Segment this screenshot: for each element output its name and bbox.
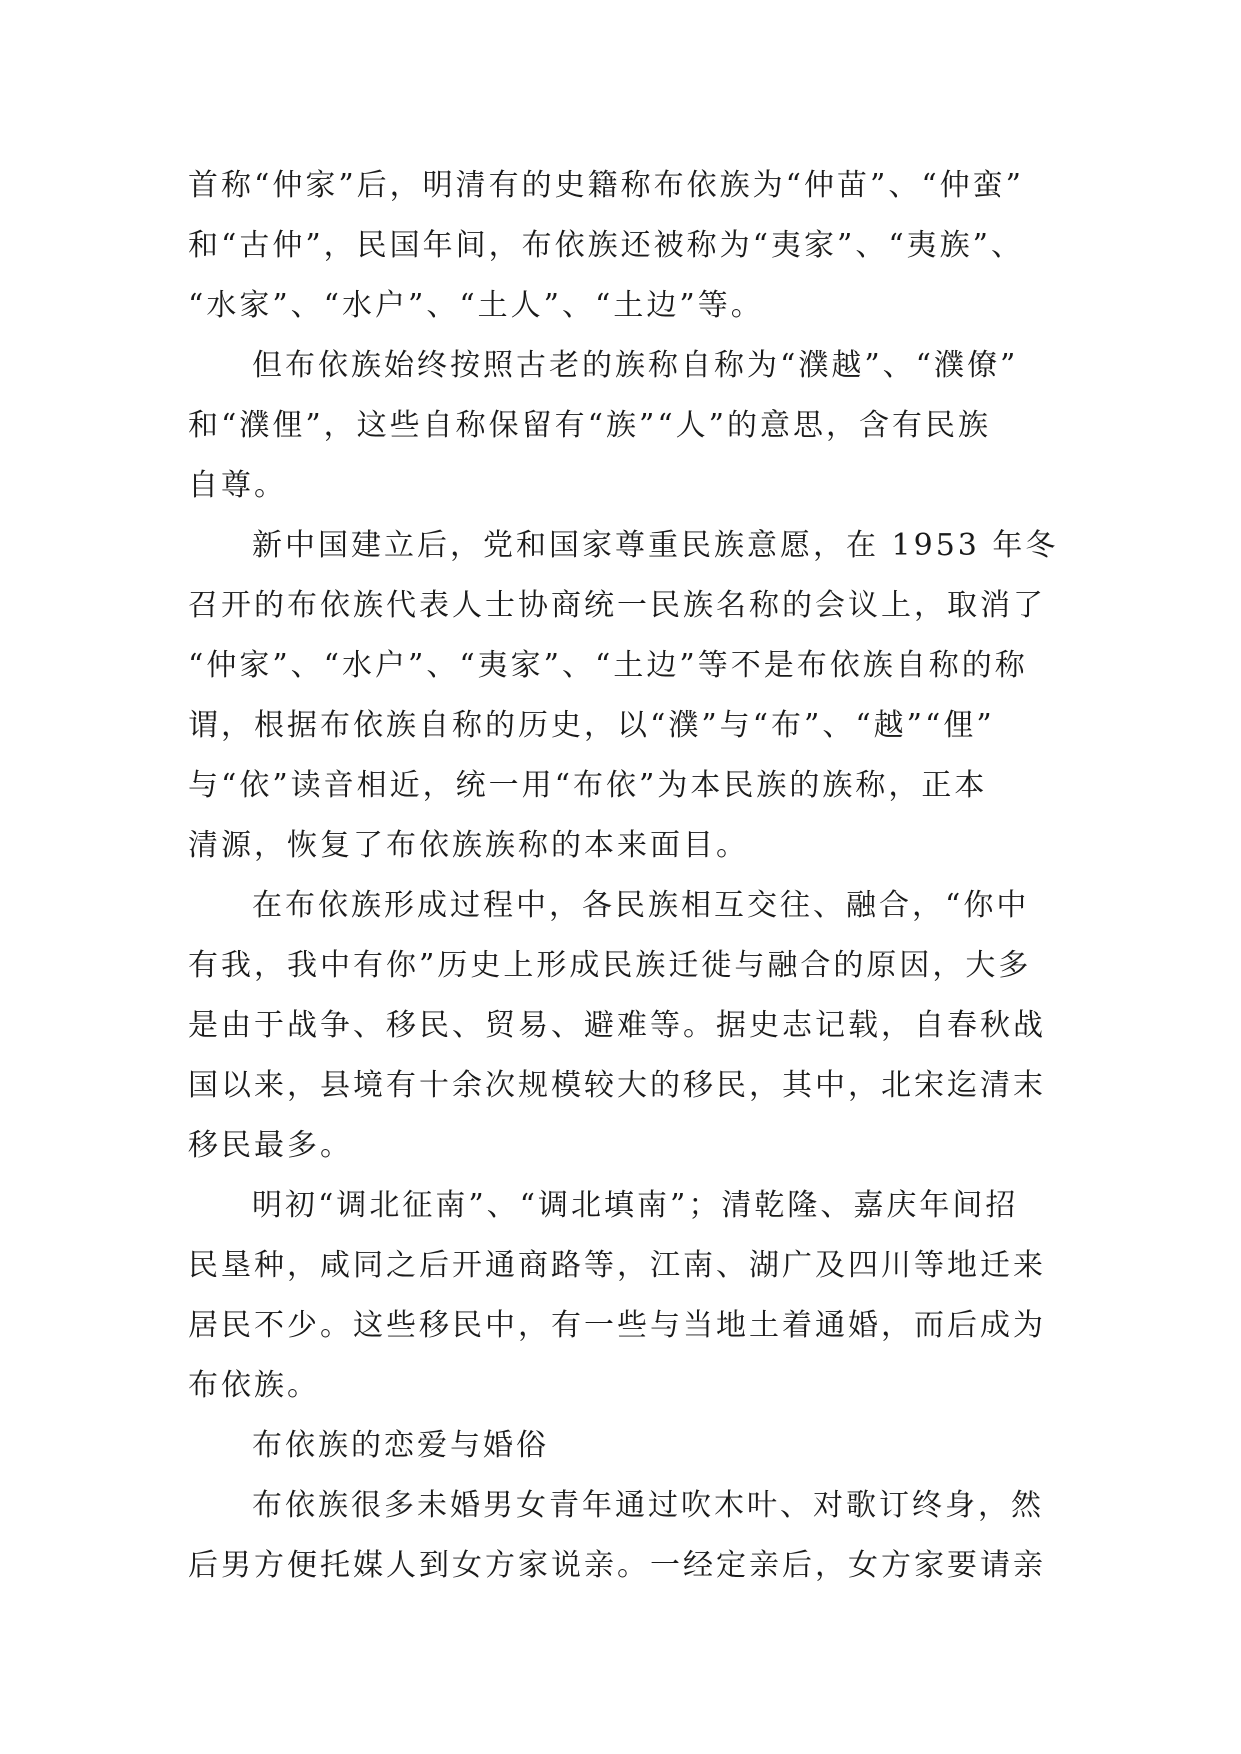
text-line: “水家”、“水户”、“土人”、“土边”等。: [188, 288, 764, 323]
text-line: 和“濮俚”，这些自称保留有“族”“人”的意思，含有民族: [188, 408, 992, 443]
paragraph: [188, 876, 1054, 1176]
text-line: 布依族很多未婚男女青年通过吹木叶、对歌订终身，然: [252, 1488, 1044, 1523]
text-line: 移民最多。: [188, 1128, 353, 1163]
text-line: 有我，我中有你”历史上形成民族迁徙与融合的原因，大多: [188, 948, 1032, 983]
paragraph: [188, 1176, 1054, 1416]
section-heading: [188, 1416, 1054, 1476]
text-line: 新中国建立后，党和国家尊重民族意愿，在 1953 年冬: [252, 528, 1059, 563]
paragraph: [188, 1476, 1054, 1596]
text-line: 和“古仲”，民国年间，布依族还被称为“夷家”、“夷族”、: [188, 228, 1025, 263]
text-line: 谓，根据布依族自称的历史，以“濮”与“布”、“越”“俚”: [188, 708, 995, 743]
text-line: 清源，恢复了布依族族称的本来面目。: [188, 828, 749, 863]
paragraph: [188, 336, 1054, 516]
text-line: “仲家”、“水户”、“夷家”、“土边”等不是布依族自称的称: [188, 648, 1028, 683]
text-line: 首称“仲家”后，明清有的史籍称布依族为“仲苗”、“仲蛮”: [188, 168, 1025, 203]
heading-text: 布依族的恋爱与婚俗: [252, 1428, 549, 1463]
text-line: 民垦种，咸同之后开通商路等，江南、湖广及四川等地迁来: [188, 1248, 1046, 1283]
text-line: 居民不少。这些移民中，有一些与当地土着通婚，而后成为: [188, 1308, 1046, 1343]
text-line: 在布依族形成过程中，各民族相互交往、融合，“你中: [252, 888, 1030, 923]
text-line: 国以来，县境有十余次规模较大的移民，其中，北宋迄清末: [188, 1068, 1046, 1103]
text-line: 自尊。: [188, 468, 287, 503]
text-line: 布依族。: [188, 1368, 320, 1403]
text-line: 与“依”读音相近，统一用“布依”为本民族的族称，正本: [188, 768, 988, 803]
text-line: 明初“调北征南”、“调北填南”；清乾隆、嘉庆年间招: [252, 1188, 1019, 1223]
body-text: [188, 156, 1059, 1596]
text-line: 后男方便托媒人到女方家说亲。一经定亲后，女方家要请亲: [188, 1548, 1046, 1583]
paragraph: [188, 156, 1054, 336]
text-line: 但布依族始终按照古老的族称自称为“濮越”、“濮僚”: [252, 348, 1019, 383]
paragraph: [188, 516, 1059, 876]
text-line: 召开的布依族代表人士协商统一民族名称的会议上，取消了: [188, 588, 1046, 623]
text-line: 是由于战争、移民、贸易、避难等。据史志记载，自春秋战: [188, 1008, 1046, 1043]
